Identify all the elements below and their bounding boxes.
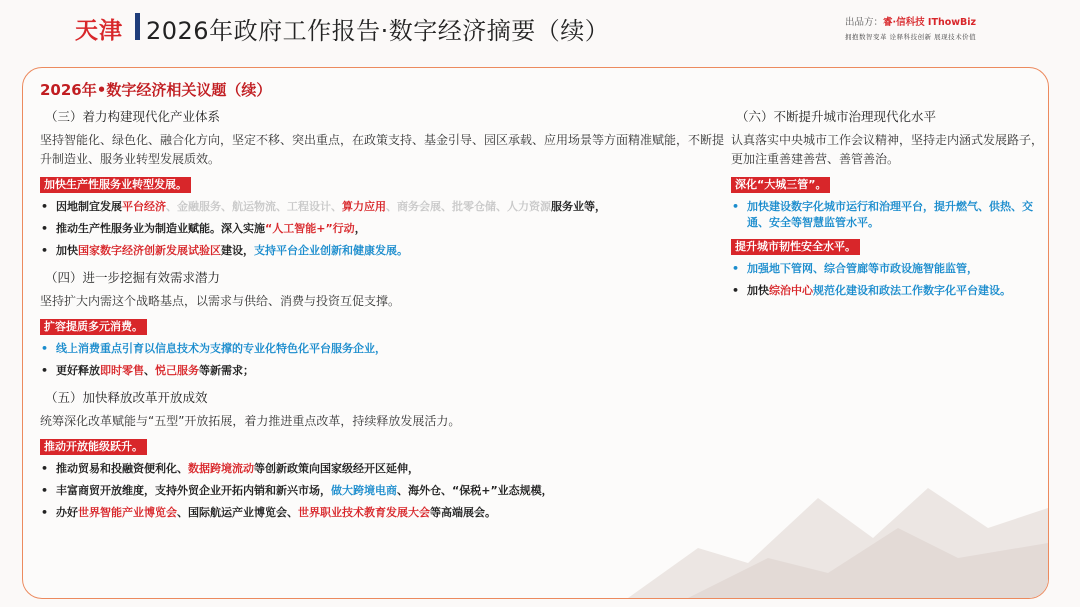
brand-block	[845, 14, 1045, 41]
para-s6: 认真落实中央城市工作会议精神，坚持走内涵式发展路子，更加注重善建善营、善管善治。	[731, 133, 1044, 166]
section-title: 2026年•数字经济相关议题（续）	[40, 81, 272, 99]
faded-text: 、金融服务、航运物流、工程设计、	[166, 200, 342, 213]
bullet-s5-3	[40, 505, 730, 521]
highlight: 即时零售	[100, 364, 144, 377]
brand-slogan: 拥抱数智变革 诠释科技创新 展现技术价值	[845, 33, 977, 41]
brand-title: 睿·信科技 IThowBiz	[883, 17, 977, 28]
tag-s3: 加快生产性服务业转型发展。	[40, 177, 191, 193]
tag-s4: 扩容提质多元消费。	[40, 319, 147, 335]
text: 等新需求；	[199, 364, 254, 377]
bullet-s3-3	[40, 243, 730, 259]
text: 更好释放	[56, 364, 100, 377]
blue-highlight: 规范化建设和政法工作数字化平台建设。	[813, 284, 1011, 297]
text: 因地制宜发展	[56, 200, 122, 213]
page-title: 2026年政府工作报告·数字经济摘要（续）	[146, 17, 610, 45]
right-column	[731, 106, 1049, 299]
para-s5: 统筹深化改革赋能与“五型”开放拓展，着力推进重点改革，持续释放发展活力。	[40, 414, 461, 428]
highlight: 世界职业技术教育发展大会	[298, 506, 430, 519]
highlight: 悦己服务	[155, 364, 199, 377]
heading-s6: （六）不断提升城市治理现代化水平	[736, 109, 937, 124]
text: 推动生产性服务业为制造业赋能。深入实施	[56, 222, 265, 235]
content-card	[22, 67, 1049, 599]
bullet-s4-1: • 线上消费重点引育以信息技术为支撑的专业化特色化平台服务企业，	[40, 341, 730, 357]
tag-s6-1: 深化“大城三管”。	[731, 177, 830, 193]
bullet-s6-1: • 加快建设数字化城市运行和治理平台，提升燃气、供热、交通、安全等智慧监管水平。	[731, 199, 1049, 231]
brand-prefix: 出品方：	[845, 17, 884, 28]
text: 丰富商贸开放维度，支持外贸企业开拓内销和新兴市场，	[56, 484, 331, 497]
bullet-s5-2	[40, 483, 730, 499]
blue-highlight: 支持平台企业创新和健康发展。	[254, 244, 408, 257]
text: 建设，	[221, 244, 254, 257]
highlight: 数据跨境流动	[188, 462, 254, 475]
highlight: 世界智能产业博览会	[78, 506, 177, 519]
text: 等创新政策向国家级经开区延伸，	[254, 462, 419, 475]
header	[0, 0, 1080, 62]
text: 加快	[56, 244, 78, 257]
highlight: 综治中心	[769, 284, 813, 297]
bullet-s5-1	[40, 461, 730, 477]
para-s3: 坚持智能化、绿色化、融合化方向，坚定不移、突出重点，在政策支持、基金引导、园区承载、应用场景等方面精准赋能，不断提升制造业、服务业转型发展质效。	[40, 133, 725, 166]
text: ，	[354, 222, 366, 235]
heading-s4: （四）进一步挖掘有效需求潜力	[45, 270, 221, 285]
left-column	[40, 106, 730, 521]
bullet-s3-1	[40, 199, 730, 215]
bullet-s3-2	[40, 221, 730, 237]
blue-highlight: 做大跨境电商	[331, 484, 397, 497]
text: 、	[144, 364, 155, 377]
para-s4: 坚持扩大内需这个战略基点，以需求与供给、消费与投资互促支撑。	[40, 294, 401, 308]
tag-s6-2: 提升城市韧性安全水平。	[731, 239, 860, 255]
text: 等高端展会。	[430, 506, 496, 519]
city-label: 天津	[75, 18, 123, 44]
brand-name	[845, 14, 1045, 28]
text: 、海外仓、“保税+”业态规模，	[397, 484, 553, 497]
text: 办好	[56, 506, 78, 519]
heading-s5: （五）加快释放改革开放成效	[45, 390, 208, 405]
bullet-s6-3	[731, 283, 1049, 299]
highlight: “人工智能+”行动	[265, 222, 355, 235]
heading-s3: （三）着力构建现代化产业体系	[45, 109, 221, 124]
faded-text: 、商务会展、批零仓储、人力资源	[386, 200, 551, 213]
text: 、国际航运产业博览会、	[177, 506, 298, 519]
bullet-s4-2	[40, 363, 730, 379]
highlight: 算力应用	[342, 200, 386, 213]
highlight: 平台经济	[122, 200, 166, 213]
bullet-s6-2: • 加强地下管网、综合管廊等市政设施智能监管，	[731, 261, 1049, 277]
text: 推动贸易和投融资便利化、	[56, 462, 188, 475]
tag-s5: 推动开放能级跃升。	[40, 439, 147, 455]
text: 加快	[747, 284, 769, 297]
text: 服务业等，	[551, 200, 606, 213]
highlight: 国家数字经济创新发展试验区	[78, 244, 221, 257]
title-divider-bar	[135, 13, 140, 40]
